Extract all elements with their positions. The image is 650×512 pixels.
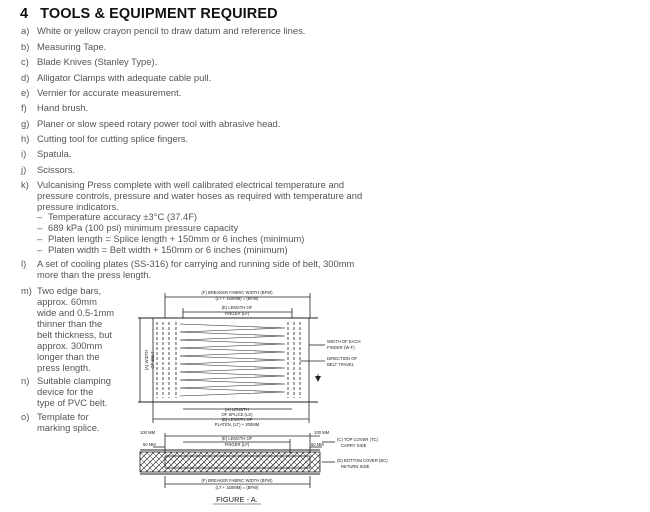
item-text: Cutting tool for cutting splice fingers. (37, 133, 189, 144)
label-direction-2: BELT TRAVEL (327, 362, 355, 367)
sub-item: – Platen length = Splice length + 150mm or 6 inches (minimum) (37, 233, 305, 244)
label-platen-length: (B) LENGTH OF (221, 417, 253, 422)
sub-item-text: Platen length = Splice length + 150mm or 6 inches (minimum) (48, 233, 305, 244)
item-marker: c) (21, 56, 29, 67)
label-finger-width: WIDTH OF EACH (327, 339, 361, 344)
label-finger-length-bottom: (E) LENGTH OF (221, 436, 253, 441)
item-text-line: pressure controls, pressure and water hoses as required with temperature and (37, 190, 363, 201)
item-text: Spatula. (37, 148, 72, 159)
label-breaker-formula: (LT + 150MM) = (BFW) (215, 296, 259, 301)
item-text: Alligator Clamps with adequate cable pull. (37, 72, 212, 83)
item-text-line: longer than the (37, 351, 100, 362)
label-top-cover: (C) TOP COVER (TC) (337, 437, 378, 442)
item-marker: m) (21, 285, 32, 296)
item-text: Vernier for accurate measurement. (37, 87, 182, 98)
figure-caption: FIGURE - A. (216, 495, 258, 504)
label-finger-length: (E) LENGTH OF (221, 305, 253, 310)
item-text: Blade Knives (Stanley Type). (37, 56, 158, 67)
item-marker: j) (21, 164, 27, 175)
label-platen-length-2: PLATEN, (LT) + 300MM (214, 422, 260, 427)
item-marker: n) (21, 375, 30, 386)
item-text-line: device for the (37, 386, 94, 397)
item-text-line: approx. 300mm (37, 340, 103, 351)
label-splice-length: (A) LENGTH (225, 407, 249, 412)
item-text-line: A set of cooling plates (SS-316) for carrying and running side of belt, 300mm (37, 258, 355, 269)
label-breaker-width-bottom: (F) BREAKER FABRIC WIDTH (BFW) (201, 478, 273, 483)
item-text-line: pressure indicators. (37, 201, 119, 212)
sub-item-text: Platen width = Belt width + 150mm or 6 inches (minimum) (48, 244, 288, 255)
label-breaker-width: (F) BREAKER FABRIC WIDTH (BFW) (201, 290, 273, 295)
sub-item: – Temperature accuracy ±3°C (37.4F) (37, 211, 198, 222)
item-marker: f) (21, 102, 27, 113)
item-text-line: approx. 60mm (37, 296, 97, 307)
item-text-line: Template for (37, 411, 89, 422)
item-text-line: type of PVC belt. (37, 397, 108, 408)
section-title: TOOLS & EQUIPMENT REQUIRED (40, 6, 278, 22)
item-marker: e) (21, 87, 30, 98)
sub-item-text: Temperature accuracy ±3°C (37.4F) (48, 211, 198, 222)
item-text-line: wide and 0.5-1mm (37, 307, 115, 318)
item-text-line: Suitable clamping (37, 375, 112, 386)
item-text: Scissors. (37, 164, 76, 175)
label-belt-width: (A) WIDTH (144, 349, 149, 371)
section-number: 4 (20, 6, 29, 22)
sub-item-text: 689 kPa (100 psi) minimum pressure capacity (48, 222, 239, 233)
item-marker: d) (21, 72, 30, 83)
item-text: Hand brush. (37, 102, 89, 113)
item-text-line: marking splice. (37, 422, 100, 433)
item-marker: h) (21, 133, 30, 144)
item-marker: o) (21, 411, 30, 422)
label-50mm-right: 50 MM (311, 442, 324, 447)
item-text-line: belt thickness, but (37, 329, 113, 340)
label-finger-length-2: FINGER (LF) (224, 311, 250, 316)
item-text-line: Vulcanising Press complete with well calibrated electrical temperature and (37, 179, 345, 190)
sub-item: – Platen width = Belt width + 150mm or 6 inches (minimum) (37, 244, 288, 255)
direction-arrow-icon (315, 376, 321, 382)
label-direction: DIRECTION OF (327, 356, 358, 361)
item-marker: g) (21, 118, 30, 129)
label-top-cover-2: CARRY SIDE (341, 443, 367, 448)
item-marker: k) (21, 179, 29, 190)
item-marker: i) (21, 148, 27, 159)
item-text: White or yellow crayon pencil to draw datum and reference lines. (37, 25, 306, 36)
item-text: Measuring Tape. (37, 41, 107, 52)
label-splice-length-2: OF SPLICE (LS) (221, 412, 253, 417)
label-finger-length-bottom-2: FINGER (LF) (224, 442, 250, 447)
item-text-line: press length. (37, 362, 91, 373)
label-finger-width-2: FINGER (W-F) (327, 345, 355, 350)
label-100mm-right: 100 MM (314, 430, 330, 435)
label-bottom-cover: (D) BOTTOM COVER (BC) (337, 458, 388, 463)
item-text: Planer or slow speed rotary power tool with abrasive head. (37, 118, 281, 129)
item-marker: a) (21, 25, 30, 36)
label-belt-width-2: OF BELT (150, 351, 155, 369)
sub-item: – 689 kPa (100 psi) minimum pressure capacity (37, 222, 239, 233)
label-bottom-cover-2: RETURN SIDE (341, 464, 370, 469)
item-text-line: thinner than the (37, 318, 103, 329)
item-marker: b) (21, 41, 30, 52)
label-breaker-formula-bottom: (LT + 150MM) = (BFW) (215, 485, 259, 490)
item-marker: l) (21, 258, 27, 269)
label-50mm-left: 50 MM (143, 442, 156, 447)
label-100mm-left: 100 MM (140, 430, 156, 435)
item-text-line: more than the press length. (37, 269, 152, 280)
item-text-line: Two edge bars, (37, 285, 102, 296)
finger-pattern (180, 324, 285, 396)
